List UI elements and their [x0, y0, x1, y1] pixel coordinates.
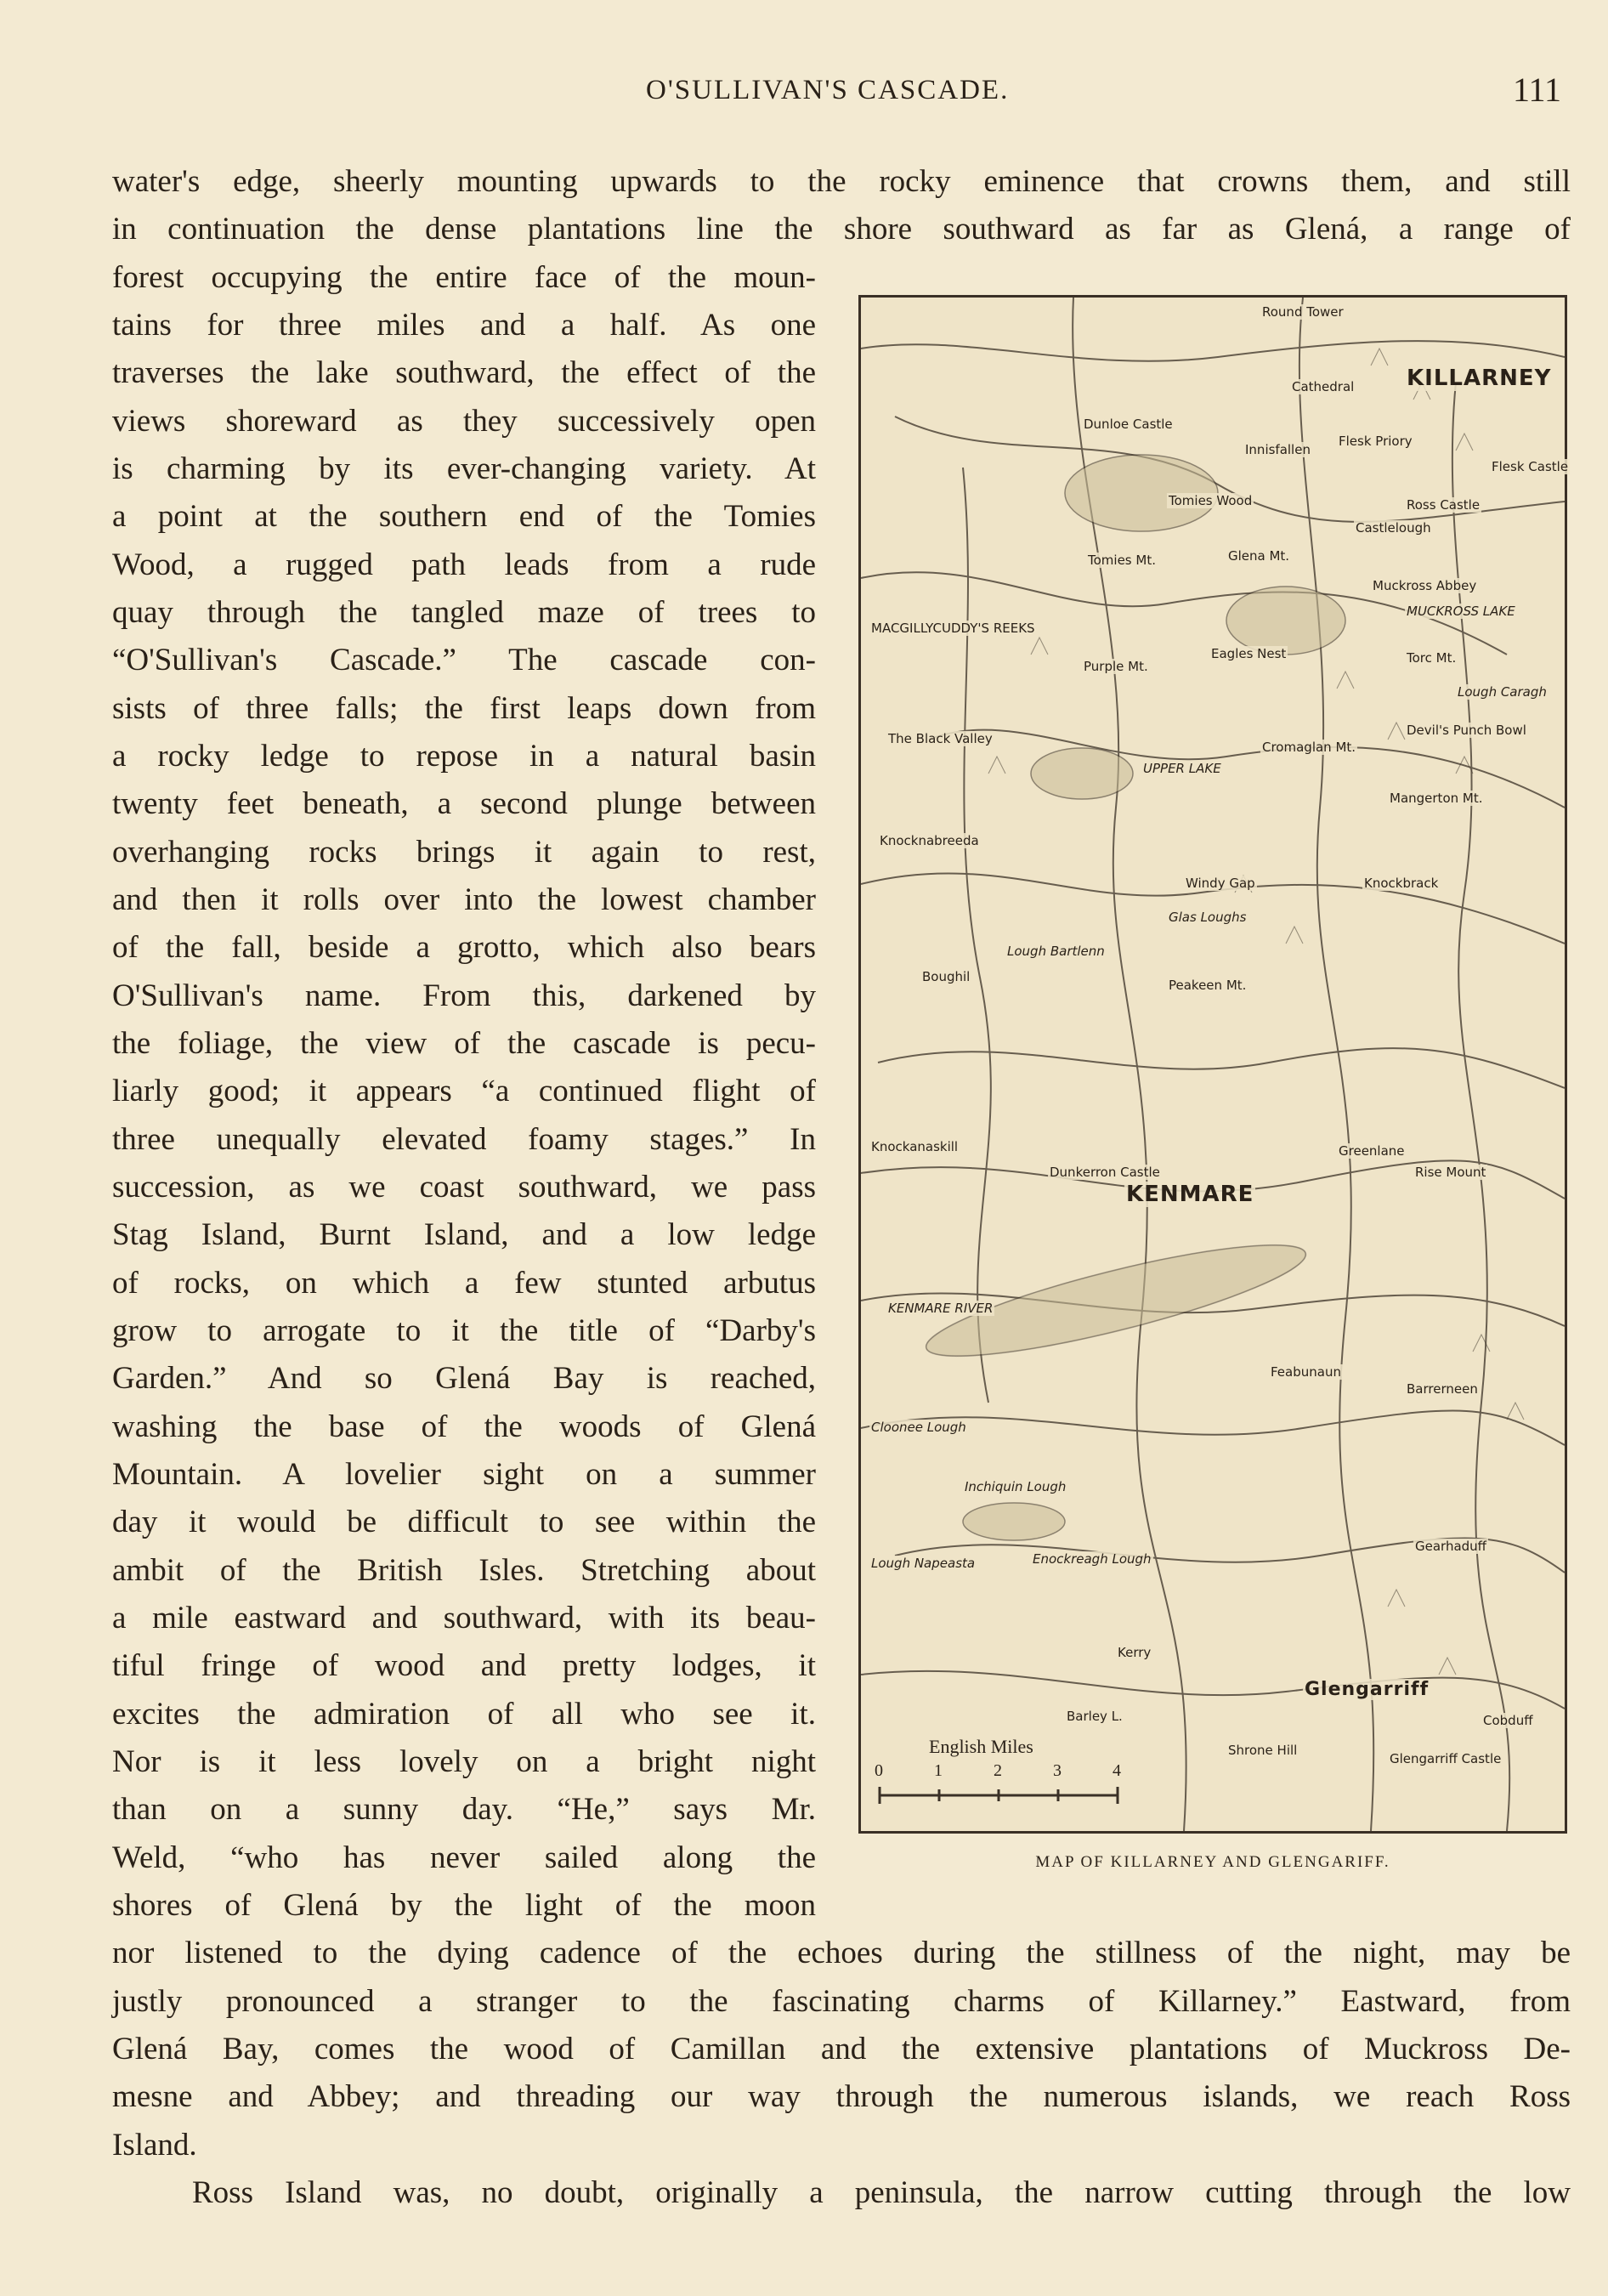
- map-label: Lough Bartlenn: [1007, 944, 1105, 959]
- map-label: Purple Mt.: [1084, 659, 1148, 674]
- map-label: Glas Loughs: [1169, 910, 1247, 925]
- text-line: overhanging rocks brings it again to rest,: [112, 835, 816, 870]
- map-label: Dunkerron Castle: [1050, 1165, 1160, 1180]
- text-line: tains for three miles and a half. As one: [112, 308, 816, 343]
- map-caption: MAP OF KILLARNEY AND GLENGARIFF.: [1035, 1853, 1390, 1871]
- text-line: mesne and Abbey; and threading our way through the numerous islands, we reach Ross: [112, 2079, 1571, 2114]
- text-line: succession, as we coast southward, we pass: [112, 1170, 816, 1205]
- map-label: Barley L.: [1067, 1709, 1123, 1724]
- scale-title: English Miles: [929, 1736, 1033, 1757]
- map-label: Cromaglan Mt.: [1262, 740, 1356, 755]
- map-label: Flesk Castle: [1492, 459, 1569, 474]
- map-label: Boughil: [922, 969, 971, 984]
- running-head-title: O'SULLIVAN'S CASCADE.: [646, 75, 1010, 105]
- map-label: Windy Gap: [1186, 876, 1255, 891]
- paragraph-start: Ross Island was, no doubt, originally a peninsula, the narrow cutting through the low: [192, 2175, 1571, 2210]
- map-label: Flesk Priory: [1339, 434, 1413, 449]
- map-label: UPPER LAKE: [1143, 761, 1221, 776]
- text-line: three unequally elevated foamy stages.” In: [112, 1122, 816, 1157]
- text-line: than on a sunny day. “He,” says Mr.: [112, 1792, 816, 1827]
- map-label: The Black Valley: [888, 731, 993, 746]
- text-line: Garden.” And so Glená Bay is reached,: [112, 1361, 816, 1396]
- text-line: shores of Glená by the light of the moon: [112, 1888, 816, 1923]
- text-line: sists of three falls; the first leaps down from: [112, 691, 816, 726]
- text-line: nor listened to the dying cadence of the echoes during the stillness of the night, may be: [112, 1936, 1571, 1970]
- map-label: Tomies Wood: [1169, 493, 1253, 508]
- map-label: Lough Napeasta: [871, 1556, 976, 1571]
- text-line: forest occupying the entire face of the moun-: [112, 260, 816, 295]
- text-line: Mountain. A lovelier sight on a summer: [112, 1457, 816, 1492]
- map-label: Rise Mount: [1415, 1165, 1486, 1180]
- text-line: Stag Island, Burnt Island, and a low ledge: [112, 1217, 816, 1252]
- text-line: is charming by its ever-changing variety. At: [112, 451, 816, 486]
- text-line: views shoreward as they successively open: [112, 404, 816, 439]
- running-head: [0, 71, 1608, 117]
- map-label: KENMARE RIVER: [888, 1301, 994, 1316]
- text-line: washing the base of the woods of Glená: [112, 1409, 816, 1444]
- map-label: Kerry: [1118, 1645, 1152, 1660]
- scale-tick: 2: [994, 1761, 1002, 1780]
- map-label: Tomies Mt.: [1088, 553, 1156, 568]
- scale-tick: 1: [934, 1761, 943, 1780]
- text-line: liarly good; it appears “a continued flight of: [112, 1074, 816, 1108]
- map-label: Castlelough: [1356, 520, 1431, 536]
- map-label: Muckross Abbey: [1373, 578, 1477, 593]
- map-label: Enockreagh Lough: [1033, 1551, 1152, 1567]
- text-line: day it would be difficult to see within the: [112, 1505, 816, 1539]
- text-line: Glená Bay, comes the wood of Camillan and the extensive plantations of Muckross De-: [112, 2032, 1571, 2066]
- map-label: Dunloe Castle: [1084, 417, 1173, 432]
- text-line: of the fall, beside a grotto, which also bears: [112, 930, 816, 965]
- scale-tick: 0: [875, 1761, 883, 1780]
- text-line: a rocky ledge to repose in a natural basin: [112, 739, 816, 774]
- map-drawing: [861, 298, 1565, 1831]
- map-label: Mangerton Mt.: [1390, 791, 1483, 806]
- scale-tick: 3: [1053, 1761, 1062, 1780]
- map-label: Lough Caragh: [1458, 684, 1547, 700]
- text-line: excites the admiration of all who see it.: [112, 1697, 816, 1732]
- text-line: water's edge, sheerly mounting upwards to the rocky eminence that crowns them, and still: [112, 164, 1571, 199]
- map-label: Shrone Hill: [1228, 1743, 1298, 1758]
- map-label: Feabunaun: [1271, 1364, 1341, 1380]
- text-line: Nor is it less lovely on a bright night: [112, 1744, 816, 1779]
- page-number: 111: [1513, 71, 1562, 109]
- text-line: Wood, a rugged path leads from a rude: [112, 547, 816, 582]
- map-label: Glena Mt.: [1228, 548, 1290, 564]
- map-killarney-glengariff: [858, 295, 1567, 1834]
- map-label: Cathedral: [1292, 379, 1355, 394]
- scale-tick: 4: [1113, 1761, 1121, 1780]
- text-line: and then it rolls over into the lowest chamber: [112, 882, 816, 917]
- map-label: Inchiquin Lough: [965, 1479, 1067, 1494]
- text-line: twenty feet beneath, a second plunge between: [112, 786, 816, 821]
- map-label: Glengarriff Castle: [1390, 1751, 1502, 1766]
- map-label: Knocknabreeda: [880, 833, 979, 848]
- map-label: Round Tower: [1262, 304, 1344, 320]
- text-line: of rocks, on which a few stunted arbutus: [112, 1266, 816, 1301]
- map-label: MACGILLYCUDDY'S REEKS: [871, 621, 1035, 636]
- text-line: quay through the tangled maze of trees to: [112, 595, 816, 630]
- map-label-killarney: KILLARNEY: [1407, 366, 1552, 391]
- map-label: Ross Castle: [1407, 497, 1481, 513]
- text-line: Weld, “who has never sailed along the: [112, 1840, 816, 1875]
- map-label: Gearhaduff: [1415, 1539, 1487, 1554]
- text-line: ambit of the British Isles. Stretching about: [112, 1553, 816, 1588]
- text-line: tiful fringe of wood and pretty lodges, it: [112, 1648, 816, 1683]
- text-line: the foliage, the view of the cascade is pecu-: [112, 1026, 816, 1061]
- map-label-glengarriff: Glengarriff: [1305, 1679, 1430, 1700]
- map-label: Devil's Punch Bowl: [1407, 723, 1526, 738]
- map-label: Barrerneen: [1407, 1381, 1478, 1397]
- map-label-kenmare: KENMARE: [1126, 1182, 1254, 1207]
- map-label: Eagles Nest: [1211, 646, 1287, 661]
- text-line: grow to arrogate to it the title of “Darby's: [112, 1313, 816, 1348]
- text-line: O'Sullivan's name. From this, darkened by: [112, 978, 816, 1013]
- text-line: a mile eastward and southward, with its beau-: [112, 1601, 816, 1636]
- text-line: justly pronounced a stranger to the fascinating charms of Killarney.” Eastward, from: [112, 1984, 1571, 2019]
- text-line: traverses the lake southward, the effect of the: [112, 355, 816, 390]
- map-label: Knockanaskill: [871, 1139, 959, 1154]
- map-label: Greenlane: [1339, 1143, 1405, 1159]
- map-label: Torc Mt.: [1407, 650, 1457, 666]
- map-label: Peakeen Mt.: [1169, 978, 1247, 993]
- map-label: Cobduff: [1483, 1713, 1533, 1728]
- map-label: MUCKROSS LAKE: [1407, 604, 1515, 619]
- text-line: in continuation the dense plantations line the shore southward as far as Glená, a range of: [112, 212, 1571, 247]
- map-label: Cloonee Lough: [871, 1420, 966, 1435]
- text-line: Island.: [112, 2128, 197, 2163]
- map-label: Knockbrack: [1364, 876, 1439, 891]
- text-line: a point at the southern end of the Tomies: [112, 499, 816, 534]
- text-line: “O'Sullivan's Cascade.” The cascade con-: [112, 643, 816, 677]
- map-label: Innisfallen: [1245, 442, 1311, 457]
